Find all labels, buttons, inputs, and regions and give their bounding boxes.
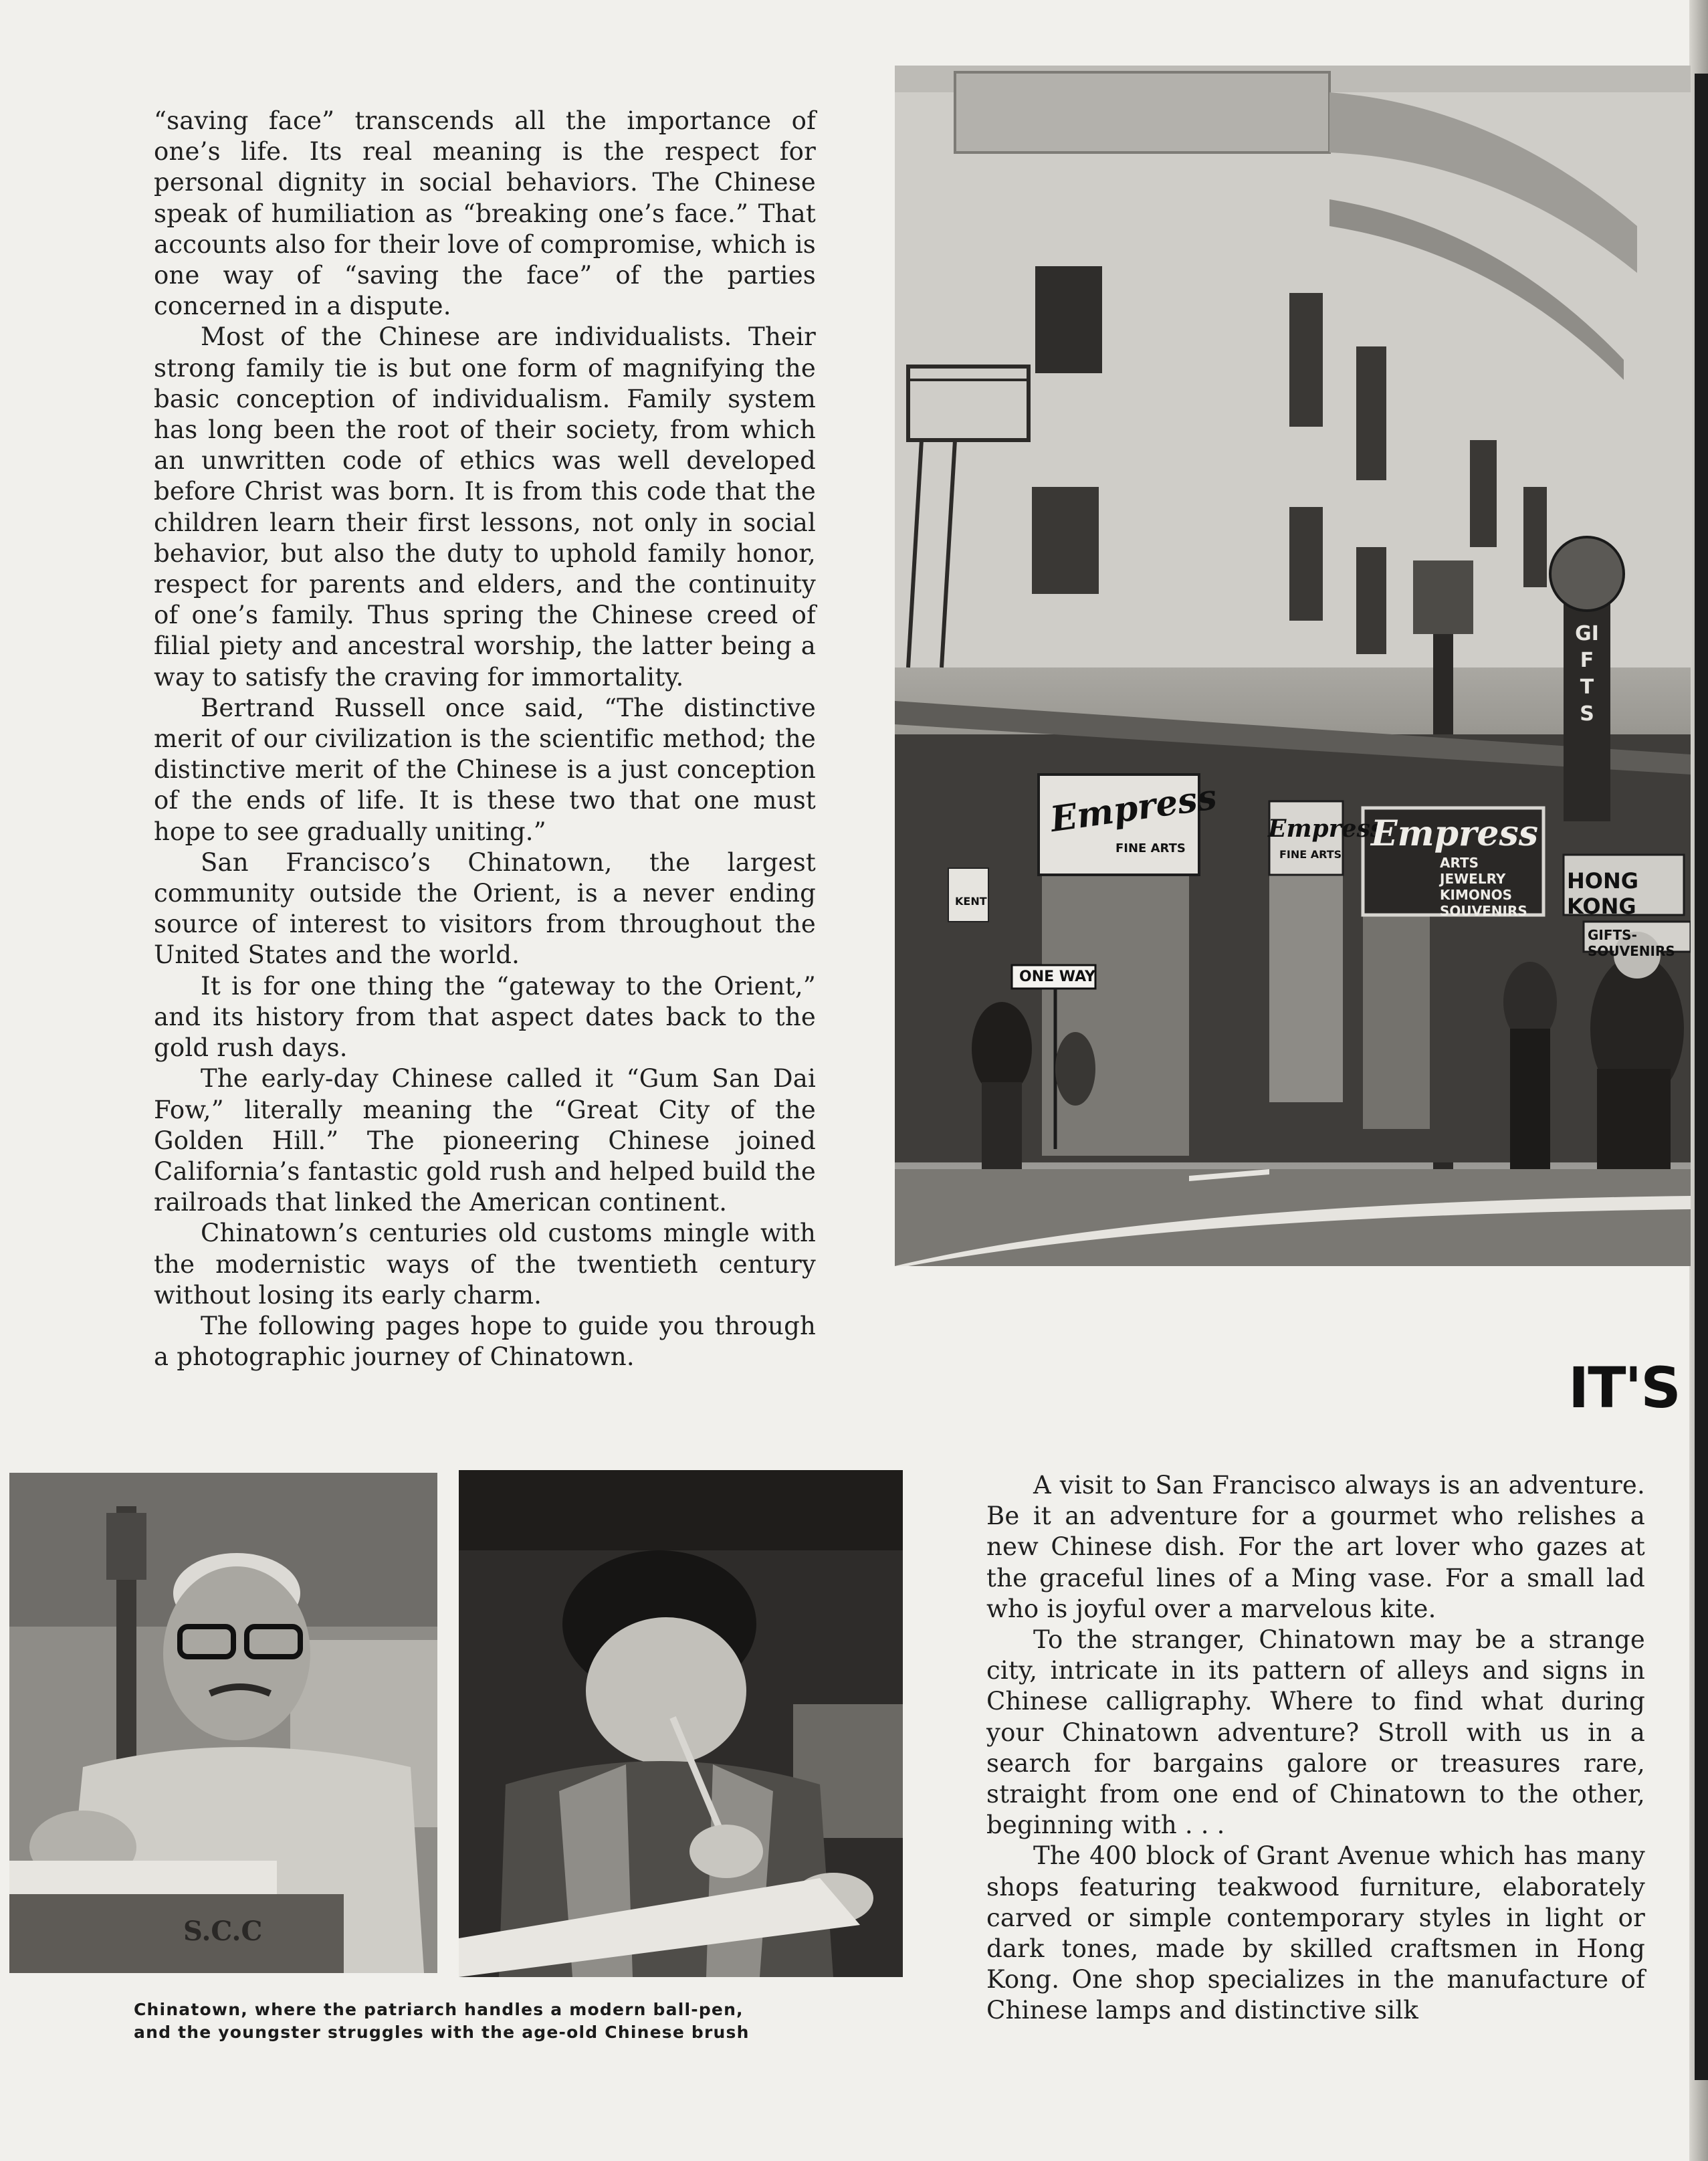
chinatown-street-photo: [895, 66, 1691, 1266]
right-text-column: [986, 1470, 1645, 2027]
sign-empress-center: Empress: [1268, 815, 1384, 843]
page-binding-shadow: [1695, 74, 1708, 2080]
left-text-column: [154, 106, 816, 1372]
paragraph: The 400 block of Grant Avenue which has many shops featuring teakwood furniture, elaborately carved or simple contemporary styles in light or dark tones, made by skilled craftsmen in Hong Kong. One shop specializes in the manufacture of Chinese lamps and distinctive silk: [986, 1841, 1645, 2025]
paragraph: A visit to San Francisco always is an adventure. Be it an adventure for a gourmet who relishes a new Chinese dish. For the art lover who gazes at the graceful lines of a Ming vase. For a small lad who is joyful over a marvelous kite.: [986, 1471, 1645, 1623]
sign-empress-right-sub: ARTS JEWELRY KIMONOS SOUVENIRS: [1440, 855, 1527, 919]
paragraph: Chinatown’s centuries old customs mingle with the modernistic ways of the twentieth century without losing its early charm.: [154, 1219, 816, 1310]
sign-empress-center-sub: FINE ARTS: [1279, 848, 1342, 861]
caption-line: and the youngster struggles with the age-old Chinese brush: [134, 2023, 750, 2042]
paragraph: Bertrand Russell once said, “The distinctive merit of our civilization is the scientific method; the distinctive merit of the Chinese is a just conception of the ends of life. It is these two that one must hope to see gradually uniting.”: [154, 693, 816, 846]
box-lettering: S.C.C: [183, 1916, 263, 1947]
sign-gifts: GIFTS: [1575, 622, 1599, 726]
paragraph: To the stranger, Chinatown may be a strange city, intricate in its pattern of alleys and signs in Chinese calligraphy. Where to find what during your Chinatown adventure? Stroll with us in a search for bargains galore or treasures rare, straight from one end of Chinatown to the other, beginning with . . .: [986, 1625, 1645, 1840]
youngster-illustration: [459, 1470, 903, 1977]
sign-empress-right: Empress: [1371, 813, 1539, 854]
sign-one-way: ONE WAY: [1019, 968, 1095, 985]
paragraph: San Francisco’s Chinatown, the largest community outside the Orient, is a never ending source of interest to visitors from throughout the United States and the world.: [154, 847, 816, 970]
photo-caption: [134, 1998, 803, 2044]
sign-kent: KENT: [955, 895, 987, 908]
patriarch-illustration: [9, 1473, 437, 1973]
sign-empress-left: Empress: [1047, 776, 1220, 841]
paragraph: It is for one thing the “gateway to the Orient,” and its history from that aspect dates back to the gold rush days.: [154, 971, 816, 1063]
paragraph: The early-day Chinese called it “Gum San Dai Fow,” literally meaning the “Great City of the Golden Hill.” The pioneering Chinese joined California’s fantastic gold rush and helped build the railroads that linked the American continent.: [154, 1064, 816, 1217]
sign-souvenirs: GIFTS-SOUVENIRS: [1588, 927, 1675, 959]
sign-hong-kong: HONG KONG: [1567, 868, 1639, 919]
patriarch-photo: [9, 1473, 437, 1973]
paragraph: Most of the Chinese are individualists. Their strong family tie is but one form of magnifying the basic conception of individualism. Family system has long been the root of their society, from which an unwritten code of ethics was well developed before Christ was born. It is from this code that the children learn their first lessons, not only in social behavior, but also the duty to uphold family honor, respect for parents and elders, and the continuity of one’s family. Thus spring the Chinese creed of filial piety and ancestral worship, the latter being a way to satisfy the craving for immortality.: [154, 322, 816, 692]
street-photo-illustration: [895, 66, 1691, 1266]
caption-line: Chinatown, where the patriarch handles a modern ball-pen,: [134, 2000, 744, 2019]
youngster-photo: [459, 1470, 903, 1977]
paragraph: The following pages hope to guide you through a photographic journey of Chinatown.: [154, 1311, 816, 1372]
section-headline: IT'S: [1568, 1355, 1680, 1421]
paragraph: “saving face” transcends all the importance of one’s life. Its real meaning is the respect for personal dignity in social behaviors. The Chinese speak of humiliation as “breaking one’s face.” That accounts also for their love of compromise, which is one way of “saving the face” of the parties concerned in a dispute.: [154, 106, 816, 321]
sign-empress-left-sub: FINE ARTS: [1115, 841, 1186, 855]
